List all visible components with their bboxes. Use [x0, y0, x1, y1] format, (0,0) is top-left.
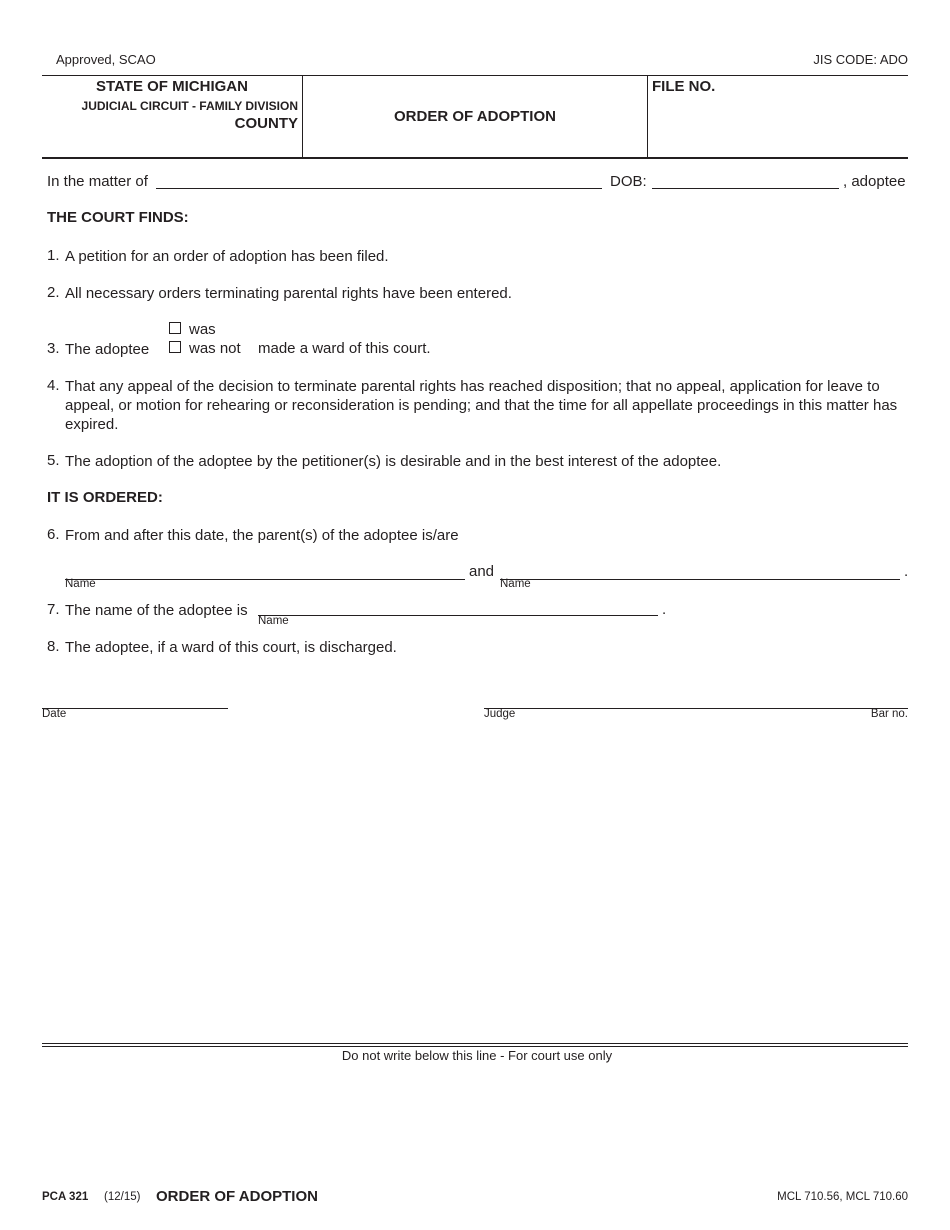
caption-divider-right: [647, 75, 648, 158]
file-number-field[interactable]: [650, 98, 906, 154]
adoptee-new-name-field[interactable]: [258, 597, 658, 616]
court-use-note: Do not write below this line - For court use only: [341, 1048, 613, 1063]
was-not-checkbox[interactable]: [169, 341, 181, 353]
jis-code: JIS CODE: ADO: [813, 52, 908, 67]
period: .: [904, 563, 909, 580]
form-id: PCA 321: [42, 1191, 89, 1203]
finding-5: The adoption of the adoptee by the petitioner(s) is desirable and in the best interest of the adoptee.: [65, 453, 722, 470]
dob-field[interactable]: [652, 170, 839, 189]
name-caption: Name: [258, 615, 289, 627]
matter-label: In the matter of: [47, 173, 148, 190]
page-title: ORDER OF ADOPTION: [394, 108, 556, 125]
item-number: 7.: [47, 601, 60, 618]
judge-signature-line[interactable]: [484, 708, 908, 709]
caption-bottom-rule: [42, 157, 908, 159]
order-8: The adoptee, if a ward of this court, is discharged.: [65, 639, 397, 656]
was-not-option-label: was not: [189, 340, 241, 357]
finding-2: All necessary orders terminating parental rights have been entered.: [65, 285, 512, 302]
state-name: STATE OF MICHIGAN: [96, 78, 248, 95]
dob-label: DOB:: [610, 173, 647, 190]
caption-top-rule: [42, 75, 908, 76]
finding-3-label: The adoptee: [65, 341, 150, 358]
orders-heading: IT IS ORDERED:: [47, 489, 163, 506]
ward-suffix: made a ward of this court.: [258, 340, 431, 357]
name-caption: Name: [65, 578, 96, 590]
parent-2-name-field[interactable]: [500, 561, 900, 580]
item-number: 2.: [47, 284, 60, 301]
was-option-label: was: [189, 321, 216, 338]
order-6: From and after this date, the parent(s) of the adoptee is/are: [65, 527, 459, 544]
matter-name-field[interactable]: [156, 170, 602, 189]
date-label: Date: [42, 708, 67, 720]
name-caption: Name: [500, 578, 531, 590]
item-number: 8.: [47, 638, 60, 655]
court-county: COUNTY: [234, 115, 298, 132]
court-use-rule-bottom: [42, 1046, 908, 1047]
form-revision-date: (12/15): [104, 1191, 141, 1203]
date-signature-line[interactable]: [42, 708, 228, 709]
adoptee-suffix: , adoptee: [843, 173, 906, 190]
and-text: and: [469, 563, 495, 580]
item-number: 4.: [47, 377, 60, 394]
order-7: The name of the adoptee is: [65, 602, 248, 619]
judge-label: Judge: [484, 708, 516, 720]
footer-form-title: ORDER OF ADOPTION: [156, 1188, 318, 1205]
period: .: [662, 601, 667, 618]
finding-4: That any appeal of the decision to terminate parental rights has reached disposition; that no appeal, application for leave to appeal, or motion for rehearing or reconsideration is pending; and that the time for all appellate proceedings in this matter has expired.: [65, 378, 898, 433]
parent-1-name-field[interactable]: [65, 561, 465, 580]
file-number-label: FILE NO.: [652, 78, 716, 95]
item-number: 3.: [47, 340, 60, 357]
statute-reference: MCL 710.56, MCL 710.60: [777, 1191, 908, 1203]
finding-1: A petition for an order of adoption has been filed.: [65, 248, 389, 265]
item-number: 1.: [47, 247, 60, 264]
was-checkbox[interactable]: [169, 322, 181, 334]
item-number: 6.: [47, 526, 60, 543]
approval-note: Approved, SCAO: [56, 52, 156, 67]
item-number: 5.: [47, 452, 60, 469]
bar-number-label: Bar no.: [870, 708, 908, 720]
court-use-rule-top: [42, 1043, 908, 1044]
court-circuit: JUDICIAL CIRCUIT - FAMILY DIVISION: [81, 99, 298, 113]
findings-heading: THE COURT FINDS:: [47, 209, 189, 226]
